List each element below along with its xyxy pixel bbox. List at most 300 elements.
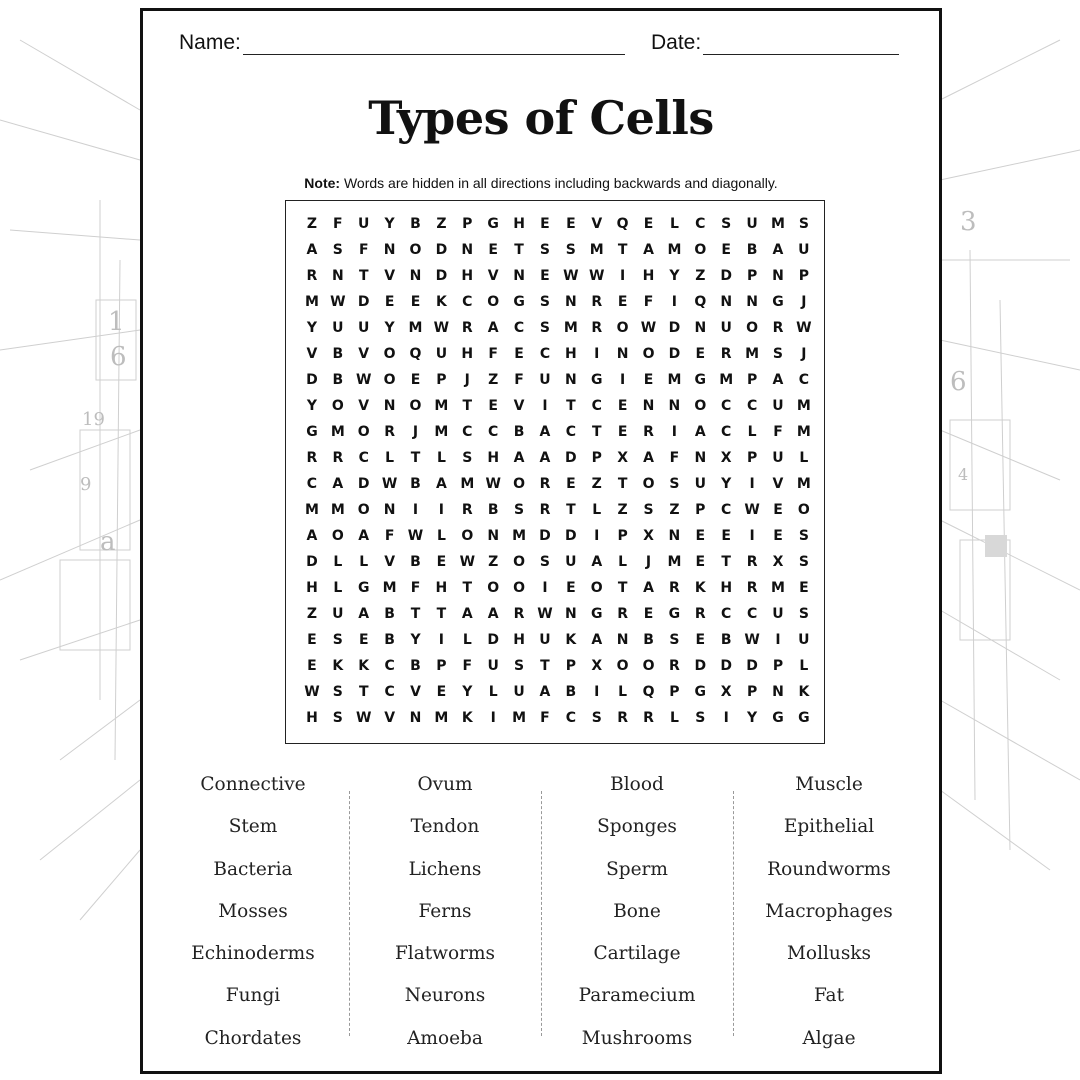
grid-letter[interactable]: D	[306, 372, 318, 388]
grid-letter[interactable]: O	[694, 242, 707, 258]
grid-letter[interactable]: M	[667, 242, 682, 258]
grid-letter[interactable]: V	[358, 398, 370, 414]
grid-letter[interactable]: C	[488, 424, 499, 440]
grid-letter[interactable]: W	[537, 606, 553, 622]
grid-letter[interactable]: P	[462, 216, 473, 232]
grid-letter[interactable]: Z	[488, 554, 499, 570]
grid-letter[interactable]: M	[771, 580, 785, 596]
grid-letter[interactable]: D	[565, 528, 577, 544]
grid-letter[interactable]: B	[720, 632, 732, 648]
grid-letter[interactable]: I	[438, 502, 444, 518]
grid-letter[interactable]: A	[643, 242, 654, 258]
grid-letter[interactable]: O	[590, 580, 603, 596]
grid-letter[interactable]: K	[332, 658, 344, 674]
grid-letter[interactable]: Z	[617, 502, 628, 518]
grid-letter[interactable]: Q	[642, 684, 655, 700]
grid-letter[interactable]: C	[798, 372, 809, 388]
grid-letter[interactable]: S	[669, 476, 680, 492]
grid-letter[interactable]: K	[694, 580, 706, 596]
grid-letter[interactable]: U	[772, 450, 784, 466]
grid-letter[interactable]: P	[798, 268, 809, 284]
grid-letter[interactable]: M	[796, 398, 811, 414]
grid-letter[interactable]: U	[539, 372, 551, 388]
grid-letter[interactable]: R	[617, 606, 629, 622]
grid-letter[interactable]: S	[772, 346, 784, 362]
grid-letter[interactable]: Y	[306, 320, 318, 336]
grid-letter[interactable]: R	[617, 710, 629, 726]
grid-letter[interactable]: A	[694, 424, 706, 440]
grid-letter[interactable]: U	[798, 242, 810, 258]
grid-letter[interactable]: E	[436, 684, 447, 700]
grid-letter[interactable]: A	[772, 372, 784, 388]
grid-letter[interactable]: N	[409, 268, 422, 284]
grid-letter[interactable]: F	[384, 528, 395, 544]
grid-letter[interactable]: Q	[409, 346, 422, 362]
grid-letter[interactable]: O	[616, 320, 629, 336]
grid-letter[interactable]: A	[591, 554, 603, 570]
grid-letter[interactable]: T	[358, 684, 369, 700]
grid-letter[interactable]: R	[669, 658, 680, 674]
grid-letter[interactable]: N	[564, 372, 577, 388]
grid-letter[interactable]: K	[435, 294, 447, 310]
grid-letter[interactable]: E	[617, 424, 628, 440]
grid-letter[interactable]: W	[381, 476, 398, 492]
grid-letter[interactable]: A	[358, 606, 370, 622]
grid-letter[interactable]: O	[642, 658, 655, 674]
grid-letter[interactable]: L	[799, 658, 809, 674]
grid-letter[interactable]: L	[488, 684, 498, 700]
grid-letter[interactable]: B	[410, 658, 421, 674]
grid-letter[interactable]: V	[358, 346, 370, 362]
grid-letter[interactable]: V	[513, 398, 525, 414]
grid-letter[interactable]: R	[694, 606, 706, 622]
grid-letter[interactable]: F	[462, 658, 473, 674]
date-field[interactable]	[651, 31, 899, 55]
grid-letter[interactable]: D	[668, 320, 681, 336]
grid-letter[interactable]: E	[721, 528, 731, 544]
grid-letter[interactable]: Q	[694, 294, 707, 310]
grid-letter[interactable]: O	[616, 658, 629, 674]
grid-letter[interactable]: E	[695, 528, 706, 544]
grid-letter[interactable]: T	[721, 554, 731, 570]
grid-letter[interactable]: B	[410, 554, 421, 570]
grid-letter[interactable]: Q	[616, 216, 629, 232]
grid-letter[interactable]: R	[306, 268, 318, 284]
grid-letter[interactable]: B	[384, 606, 395, 622]
grid-letter[interactable]: N	[616, 346, 629, 362]
grid-letter[interactable]: T	[436, 606, 447, 622]
grid-letter[interactable]: F	[773, 424, 783, 440]
grid-letter[interactable]: Y	[384, 216, 395, 232]
grid-letter[interactable]: B	[643, 632, 654, 648]
grid-letter[interactable]: B	[746, 242, 758, 258]
grid-letter[interactable]: W	[744, 632, 760, 648]
grid-letter[interactable]: E	[488, 398, 498, 414]
grid-letter[interactable]: M	[512, 528, 527, 544]
grid-letter[interactable]: G	[694, 372, 707, 388]
grid-letter[interactable]: S	[695, 710, 706, 726]
grid-letter[interactable]: X	[720, 450, 732, 466]
grid-letter[interactable]: O	[487, 580, 500, 596]
grid-letter[interactable]: I	[620, 268, 626, 284]
grid-letter[interactable]: A	[487, 320, 499, 336]
grid-letter[interactable]: T	[462, 580, 473, 596]
grid-letter[interactable]: I	[671, 294, 678, 310]
grid-letter[interactable]: J	[464, 372, 470, 388]
grid-letter[interactable]: S	[539, 554, 550, 570]
grid-letter[interactable]: M	[330, 502, 345, 518]
grid-letter[interactable]: U	[358, 216, 370, 232]
grid-letter[interactable]: R	[461, 320, 473, 336]
grid-letter[interactable]: L	[669, 216, 679, 232]
grid-letter[interactable]: M	[796, 476, 811, 492]
grid-letter[interactable]: N	[564, 294, 577, 310]
grid-letter[interactable]: I	[594, 346, 600, 362]
grid-letter[interactable]: I	[594, 528, 600, 544]
grid-letter[interactable]: S	[539, 294, 550, 310]
grid-letter[interactable]: G	[798, 710, 810, 726]
grid-letter[interactable]: V	[591, 216, 603, 232]
grid-letter[interactable]: S	[591, 710, 602, 726]
grid-letter[interactable]: E	[436, 554, 447, 570]
grid-letter[interactable]: J	[801, 346, 807, 362]
grid-letter[interactable]: R	[669, 580, 680, 596]
grid-letter[interactable]: S	[539, 242, 550, 258]
grid-letter[interactable]: V	[384, 268, 396, 284]
grid-letter[interactable]: A	[332, 476, 344, 492]
grid-letter[interactable]: W	[356, 710, 372, 726]
grid-letter[interactable]: F	[669, 450, 680, 466]
grid-letter[interactable]: B	[410, 216, 421, 232]
grid-letter[interactable]: Z	[306, 606, 318, 622]
grid-letter[interactable]: L	[333, 554, 343, 570]
grid-letter[interactable]: K	[565, 632, 577, 648]
grid-letter[interactable]: D	[720, 658, 732, 674]
grid-letter[interactable]: G	[487, 216, 499, 232]
grid-letter[interactable]: P	[746, 268, 758, 284]
grid-letter[interactable]: R	[746, 580, 758, 596]
grid-letter[interactable]: W	[640, 320, 657, 336]
grid-letter[interactable]: D	[565, 450, 577, 466]
grid-letter[interactable]: H	[564, 346, 577, 362]
grid-letter[interactable]: D	[720, 268, 732, 284]
grid-letter[interactable]: Y	[384, 320, 395, 336]
grid-letter[interactable]: I	[594, 684, 600, 700]
grid-letter[interactable]: M	[719, 372, 734, 388]
grid-letter[interactable]: U	[487, 658, 499, 674]
grid-letter[interactable]: E	[566, 216, 576, 232]
grid-letter[interactable]: N	[668, 528, 681, 544]
grid-letter[interactable]: D	[357, 476, 370, 492]
grid-letter[interactable]: E	[307, 658, 317, 674]
grid-letter[interactable]: T	[358, 268, 369, 284]
grid-letter[interactable]: L	[359, 554, 369, 570]
grid-letter[interactable]: B	[565, 684, 577, 700]
grid-letter[interactable]: B	[332, 346, 344, 362]
grid-letter[interactable]: U	[720, 320, 732, 336]
grid-letter[interactable]: I	[412, 502, 419, 518]
grid-letter[interactable]: C	[306, 476, 318, 492]
grid-letter[interactable]: P	[617, 528, 628, 544]
grid-letter[interactable]: A	[643, 580, 654, 596]
grid-letter[interactable]: R	[746, 554, 758, 570]
grid-letter[interactable]: S	[332, 242, 343, 258]
grid-letter[interactable]: N	[642, 398, 655, 414]
grid-letter[interactable]: C	[358, 450, 369, 466]
grid-letter[interactable]: N	[461, 242, 474, 258]
grid-letter[interactable]: M	[304, 502, 319, 518]
grid-letter[interactable]: L	[747, 424, 757, 440]
grid-letter[interactable]: O	[331, 528, 344, 544]
grid-letter[interactable]: O	[513, 554, 526, 570]
grid-letter[interactable]: A	[513, 450, 525, 466]
grid-letter[interactable]: Z	[591, 476, 602, 492]
grid-letter[interactable]: R	[643, 424, 654, 440]
grid-letter[interactable]: M	[796, 424, 811, 440]
grid-letter[interactable]: F	[540, 710, 550, 726]
grid-letter[interactable]: H	[487, 450, 500, 466]
grid-letter[interactable]: V	[772, 476, 784, 492]
grid-letter[interactable]: R	[591, 294, 603, 310]
grid-letter[interactable]: R	[772, 320, 784, 336]
grid-letter[interactable]: E	[695, 554, 706, 570]
grid-letter[interactable]: P	[772, 658, 784, 674]
grid-letter[interactable]: V	[384, 554, 396, 570]
grid-letter[interactable]: T	[462, 398, 473, 414]
grid-letter[interactable]: E	[566, 476, 576, 492]
grid-letter[interactable]: W	[796, 320, 812, 336]
grid-letter[interactable]: D	[435, 268, 448, 284]
grid-letter[interactable]: D	[487, 632, 499, 648]
grid-letter[interactable]: F	[488, 346, 498, 362]
grid-letter[interactable]: F	[333, 216, 343, 232]
grid-letter[interactable]: F	[514, 372, 524, 388]
grid-letter[interactable]: Y	[669, 268, 680, 284]
grid-letter[interactable]: Y	[306, 398, 318, 414]
grid-letter[interactable]: B	[513, 424, 525, 440]
grid-letter[interactable]: X	[617, 450, 629, 466]
grid-letter[interactable]: L	[462, 632, 472, 648]
grid-letter[interactable]: K	[798, 684, 810, 700]
grid-letter[interactable]: S	[798, 216, 809, 232]
grid-letter[interactable]: I	[620, 372, 626, 388]
grid-letter[interactable]: P	[565, 658, 576, 674]
grid-letter[interactable]: V	[410, 684, 421, 700]
grid-letter[interactable]: F	[358, 242, 369, 258]
grid-letter[interactable]: H	[513, 632, 525, 648]
grid-letter[interactable]: A	[591, 632, 603, 648]
grid-letter[interactable]: E	[410, 372, 421, 388]
grid-letter[interactable]: E	[307, 632, 317, 648]
grid-letter[interactable]: P	[436, 372, 447, 388]
grid-letter[interactable]: I	[775, 632, 781, 648]
grid-letter[interactable]: S	[514, 502, 525, 518]
grid-letter[interactable]: S	[462, 450, 473, 466]
grid-letter[interactable]: U	[358, 320, 370, 336]
grid-letter[interactable]: G	[357, 580, 370, 596]
grid-letter[interactable]: D	[668, 346, 681, 362]
grid-letter[interactable]: S	[798, 554, 809, 570]
grid-letter[interactable]: D	[306, 554, 318, 570]
grid-letter[interactable]: C	[462, 294, 473, 310]
grid-letter[interactable]: S	[669, 632, 680, 648]
grid-letter[interactable]: C	[462, 424, 473, 440]
grid-letter[interactable]: L	[436, 450, 446, 466]
grid-letter[interactable]: P	[669, 684, 680, 700]
grid-letter[interactable]: B	[332, 372, 344, 388]
grid-letter[interactable]: O	[357, 502, 370, 518]
grid-letter[interactable]: H	[306, 710, 318, 726]
grid-letter[interactable]: O	[513, 580, 526, 596]
grid-letter[interactable]: O	[357, 424, 370, 440]
grid-letter[interactable]: C	[384, 658, 395, 674]
grid-letter[interactable]: K	[358, 658, 370, 674]
grid-letter[interactable]: N	[383, 502, 396, 518]
grid-letter[interactable]: U	[513, 684, 525, 700]
grid-letter[interactable]: O	[461, 528, 474, 544]
grid-letter[interactable]: D	[435, 242, 448, 258]
grid-letter[interactable]: A	[539, 450, 551, 466]
grid-letter[interactable]: C	[591, 398, 602, 414]
grid-letter[interactable]: M	[667, 554, 682, 570]
grid-letter[interactable]: E	[488, 242, 498, 258]
grid-letter[interactable]: T	[410, 606, 421, 622]
grid-letter[interactable]: A	[306, 242, 318, 258]
grid-letter[interactable]: E	[643, 606, 654, 622]
grid-letter[interactable]: C	[565, 424, 576, 440]
grid-letter[interactable]: X	[772, 554, 784, 570]
grid-letter[interactable]: I	[749, 528, 755, 544]
grid-letter[interactable]: C	[746, 398, 758, 414]
grid-letter[interactable]: V	[487, 268, 499, 284]
grid-letter[interactable]: S	[798, 606, 809, 622]
grid-letter[interactable]: X	[643, 528, 654, 544]
grid-letter[interactable]: O	[383, 372, 396, 388]
grid-letter[interactable]: C	[721, 424, 732, 440]
grid-letter[interactable]: C	[721, 398, 732, 414]
grid-letter[interactable]: E	[566, 580, 576, 596]
grid-letter[interactable]: R	[643, 710, 654, 726]
grid-letter[interactable]: T	[617, 580, 628, 596]
grid-letter[interactable]: U	[694, 476, 706, 492]
grid-letter[interactable]: I	[438, 632, 444, 648]
grid-letter[interactable]: E	[540, 216, 550, 232]
grid-letter[interactable]: F	[410, 580, 421, 596]
grid-letter[interactable]: O	[642, 476, 655, 492]
grid-letter[interactable]: E	[773, 528, 783, 544]
grid-letter[interactable]: B	[410, 476, 421, 492]
grid-letter[interactable]: T	[566, 502, 576, 518]
grid-letter[interactable]: N	[694, 450, 707, 466]
grid-letter[interactable]: G	[590, 372, 603, 388]
grid-letter[interactable]: O	[409, 398, 422, 414]
grid-letter[interactable]: R	[720, 346, 732, 362]
grid-letter[interactable]: N	[513, 268, 525, 284]
grid-letter[interactable]: O	[513, 476, 526, 492]
grid-letter[interactable]: C	[721, 502, 732, 518]
grid-letter[interactable]: A	[539, 684, 551, 700]
grid-letter[interactable]: E	[695, 346, 706, 362]
grid-letter[interactable]: E	[410, 294, 421, 310]
grid-letter[interactable]: O	[694, 398, 707, 414]
grid-letter[interactable]: O	[797, 502, 810, 518]
grid-letter[interactable]: M	[589, 242, 604, 258]
grid-letter[interactable]: R	[539, 502, 551, 518]
grid-letter[interactable]: S	[798, 528, 809, 544]
grid-letter[interactable]: D	[694, 658, 707, 674]
grid-letter[interactable]: A	[539, 424, 551, 440]
grid-letter[interactable]: P	[591, 450, 602, 466]
grid-letter[interactable]: Z	[695, 268, 706, 284]
grid-letter[interactable]: W	[563, 268, 579, 284]
grid-letter[interactable]: F	[643, 294, 654, 310]
grid-letter[interactable]: X	[591, 658, 603, 674]
grid-letter[interactable]: B	[487, 502, 499, 518]
grid-letter[interactable]: J	[801, 294, 807, 310]
grid-letter[interactable]: S	[332, 632, 343, 648]
grid-letter[interactable]: N	[564, 606, 577, 622]
grid-letter[interactable]: K	[461, 710, 473, 726]
grid-letter[interactable]: L	[799, 450, 809, 466]
grid-letter[interactable]: E	[695, 632, 706, 648]
grid-letter[interactable]: C	[565, 710, 576, 726]
grid-letter[interactable]: O	[383, 346, 396, 362]
grid-letter[interactable]: A	[358, 528, 370, 544]
grid-letter[interactable]: R	[332, 450, 344, 466]
grid-letter[interactable]: Y	[747, 710, 758, 726]
grid-letter[interactable]: W	[589, 268, 605, 284]
grid-letter[interactable]: U	[798, 632, 810, 648]
grid-letter[interactable]: H	[461, 268, 474, 284]
grid-letter[interactable]: A	[461, 606, 473, 622]
grid-letter[interactable]: T	[540, 658, 550, 674]
grid-letter[interactable]: C	[746, 606, 758, 622]
grid-letter[interactable]: P	[436, 658, 447, 674]
grid-letter[interactable]: M	[382, 580, 397, 596]
grid-letter[interactable]: E	[617, 398, 628, 414]
grid-letter[interactable]: A	[772, 242, 784, 258]
grid-letter[interactable]: W	[485, 476, 501, 492]
grid-letter[interactable]: W	[356, 372, 372, 388]
grid-letter[interactable]: G	[694, 684, 707, 700]
grid-letter[interactable]: T	[514, 242, 524, 258]
grid-letter[interactable]: E	[721, 242, 731, 258]
grid-letter[interactable]: P	[746, 372, 758, 388]
grid-letter[interactable]: H	[435, 580, 448, 596]
grid-letter[interactable]: S	[539, 320, 550, 336]
grid-letter[interactable]: U	[772, 606, 784, 622]
grid-letter[interactable]: N	[694, 320, 707, 336]
grid-letter[interactable]: Z	[436, 216, 447, 232]
grid-letter[interactable]: E	[799, 580, 809, 596]
grid-letter[interactable]: N	[746, 294, 758, 310]
grid-letter[interactable]: U	[539, 632, 551, 648]
grid-letter[interactable]: N	[409, 710, 422, 726]
grid-letter[interactable]: J	[645, 554, 652, 570]
grid-letter[interactable]: M	[434, 710, 449, 726]
grid-letter[interactable]: S	[565, 242, 576, 258]
grid-letter[interactable]: T	[410, 450, 421, 466]
grid-letter[interactable]: S	[332, 684, 343, 700]
grid-letter[interactable]: M	[408, 320, 423, 336]
grid-letter[interactable]: E	[514, 346, 524, 362]
grid-letter[interactable]: L	[592, 502, 602, 518]
grid-letter[interactable]: W	[433, 320, 450, 336]
grid-letter[interactable]: E	[617, 294, 628, 310]
grid-letter[interactable]: G	[772, 710, 784, 726]
grid-letter[interactable]: S	[643, 502, 654, 518]
grid-letter[interactable]: H	[461, 346, 474, 362]
